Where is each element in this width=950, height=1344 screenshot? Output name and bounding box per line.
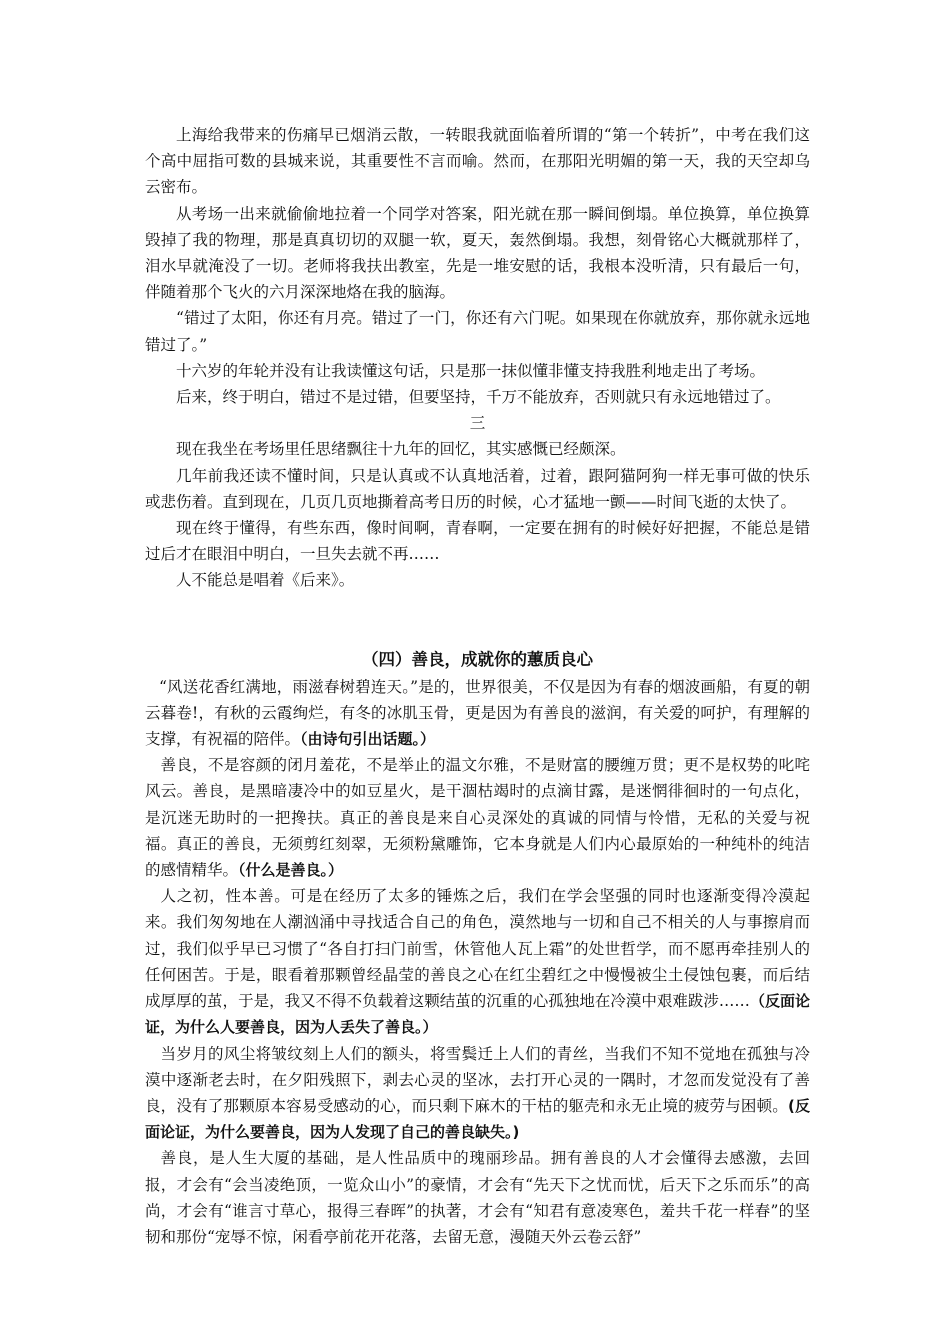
paragraph: 几年前我还读不懂时间，只是认真或不认真地活着，过着，跟阿猫阿狗一样无事可做的快乐或悲伤着。直到现在，几页几页地撕着高考日历的时候，心才猛地一颤——时间飞逝的太快了。 xyxy=(145,466,810,511)
quote-paragraph: “错过了太阳，你还有月亮。错过了一门，你还有六门呢。如果现在你就放弃，那你就永远地错过了。” xyxy=(145,309,810,354)
paragraph xyxy=(145,883,810,1040)
paragraph: 人不能总是唱着《后来》。 xyxy=(176,571,355,590)
paragraph: 现在终于懂得，有些东西，像时间啊，青春啊，一定要在拥有的时候好好把握，不能总是错过后才在眼泪中明白，一旦失去就不再…… xyxy=(145,519,810,564)
annotation: (反面论证，为什么要善良，因为人发现了自己的善良缺失。) xyxy=(145,1096,810,1142)
section-title: （四）善良，成就你的蕙质良心 xyxy=(362,649,593,669)
paragraph-text: 当岁月的风尘将皱纹刻上人们的额头，将雪鬓迁上人们的青丝，当我们不知不觉地在孤独与冷漠中逐渐老去时，在夕阳残照下，剥去心灵的坚冰，去打开心灵的一隅时，才忽而发觉没有了善良，没有了那颗原本容易受感动的心，而只剩下麻木的干枯的躯壳和永无止境的疲劳与困顿。 xyxy=(145,1044,810,1115)
paragraph-text: 人之初，性本善。可是在经历了太多的锤炼之后，我们在学会坚强的同时也逐渐变得冷漠起来。我们匆匆地在人潮汹涌中寻找适合自己的角色，漠然地与一切和自己不相关的人与事擦肩而过，我们似乎早已习惯了“各自打扫门前雪，休管他人瓦上霜”的处世哲学，而不愿再牵挂别人的任何困苦。于是，眼看着那颗曾经晶莹的善良之心在红尘碧红之中慢慢被尘土侵蚀包裹，而后结成厚厚的茧，于是，我又不得不负载着这颗结茧的沉重的心孤独地在冷漠中艰难跋涉…… xyxy=(145,887,810,1011)
paragraph: 后来，终于明白，错过不是过错，但要坚持，千万不能放弃，否则就只有永远地错过了。 xyxy=(176,388,781,407)
annotation: （由诗句引出话题。） xyxy=(300,730,436,749)
paragraph-text: “风送花香红满地，雨滋春树碧连天。”是的，世界很美，不仅是因为有春的烟波画船，有夏的朝云暮卷!，有秋的云霞绚烂，有冬的冰肌玉骨，更是因为有善良的滋润，有关爱的呵护，有理解的支撑，有祝福的陪伴。 xyxy=(145,677,810,749)
paragraph xyxy=(145,752,810,883)
paragraph xyxy=(145,674,810,753)
paragraph: 现在我坐在考场里任思绪飘往十九年的回忆，其实感慨已经颇深。 xyxy=(176,440,626,459)
document-body xyxy=(145,122,810,1250)
paragraph xyxy=(145,1145,810,1250)
section-gap xyxy=(145,594,810,646)
paragraph-text: 善良，不是容颜的闭月羞花，不是举止的温文尔雅，不是财富的腰缠万贯；更不是权势的叱咤风云。善良，是黑暗凄冷中的如豆星火，是干涸枯竭时的点滴甘露，是迷惘徘徊时的一句点化，是沉迷无助时的一把搀扶。真正的善良是来自心灵深处的真诚的同情与怜惜，无私的关爱与祝福。真正的善良，无须剪红刻翠，无须粉黛雕饰，它本身就是人们内心最原始的一种纯朴的纯洁的感情精华。 xyxy=(145,756,810,880)
paragraph: 上海给我带来的伤痛早已烟消云散，一转眼我就面临着所谓的“第一个转折”，中考在我们这个高中屈指可数的县城来说，其重要性不言而喻。然而，在那阳光明媚的第一天，我的天空却乌云密布。 xyxy=(145,126,810,197)
section-numeral: 三 xyxy=(469,414,486,433)
paragraph: 十六岁的年轮并没有让我读懂这句话，只是那一抹似懂非懂支持我胜利地走出了考场。 xyxy=(176,361,766,380)
paragraph-text: 善良，是人生大厦的基础，是人性品质中的瑰丽珍品。拥有善良的人才会懂得去感激，去回报，才会有“会当凌绝顶，一览众山小”的豪情，才会有“先天下之忧而忧，后天下之乐而乐”的高尚，才会有“谁言寸草心，报得三春晖”的执著，才会有“知君有意凌寒色，羞共千花一样春”的坚韧和那份“宠辱不惊，闲看亭前花开花落，去留无意，漫随天外云卷云舒” xyxy=(145,1149,810,1246)
paragraph: 从考场一出来就偷偷地拉着一个同学对答案，阳光就在那一瞬间倒塌。单位换算，单位换算毁掉了我的物理，那是真真切切的双腿一软，夏天，轰然倒塌。我想，刻骨铭心大概就那样了，泪水早就淹没了一切。老师将我扶出教室，先是一堆安慰的话，我根本没听清，只有最后一句，伴随着那个飞火的六月深深地烙在我的脑海。 xyxy=(145,204,810,302)
paragraph xyxy=(145,1041,810,1146)
annotation: （什么是善良。） xyxy=(238,861,344,880)
annotation: （反面论证，为什么人要善良，因为人丢失了善良。） xyxy=(145,992,810,1037)
